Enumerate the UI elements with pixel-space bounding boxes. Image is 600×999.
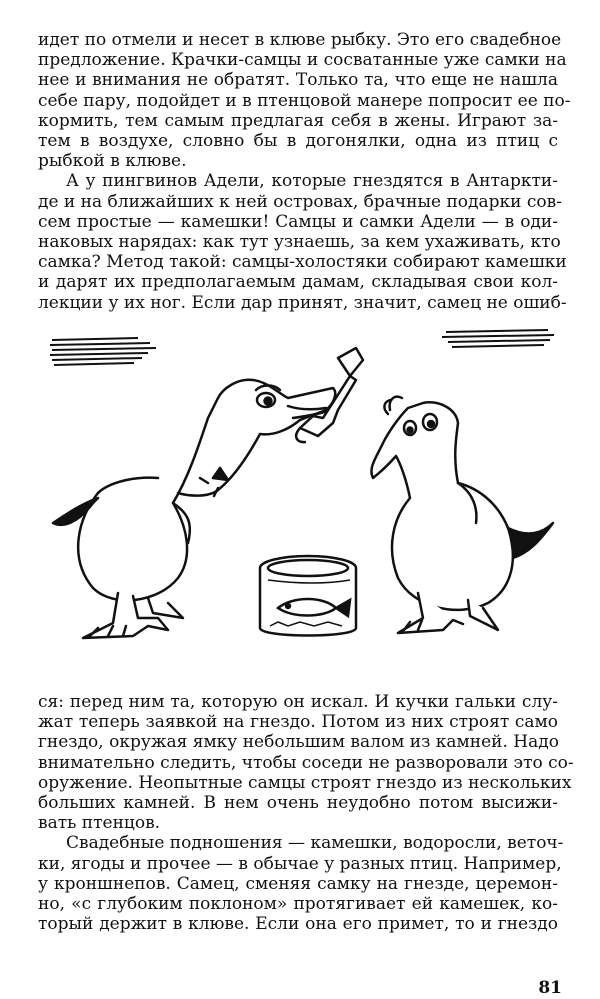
penguins-drawing — [38, 318, 562, 678]
text-line: больших камней. В нем очень неудобно потом высижи- — [38, 793, 558, 814]
text-line: и дарят их предполагаемым дамам, складывая свои кол- — [38, 272, 558, 293]
text-line: оружение. Неопытные самцы строят гнездо из нескольких — [38, 772, 572, 793]
illustration-penguins — [38, 318, 562, 678]
penguin-female-icon — [371, 397, 553, 633]
text-line: вать птенцов. — [38, 813, 161, 834]
text-line: торый держит в клюве. Если она его примет, то и гнездо — [38, 914, 558, 935]
text-line: предложение. Крачки-самцы и сосватанные уже самки на — [38, 50, 567, 71]
text-line: де и на ближайших к ней островах, брачные подарки сов- — [38, 191, 562, 212]
text-line: наковых нарядах: как тут узнаешь, за кем ухаживать, кто — [38, 232, 561, 253]
speed-lines-icon — [50, 330, 554, 365]
text-line: Свадебные подношения — камешки, водоросли, веточ- — [66, 833, 564, 854]
text-line: самка? Метод такой: самцы-холостяки собирают камешки — [38, 252, 567, 273]
text-line: идет по отмели и несет в клюве рыбку. Это его свадебное — [38, 30, 562, 50]
text-line: жат теперь заявкой на гнездо. Потом из них строят само — [38, 712, 558, 733]
fish-can-icon — [260, 556, 356, 636]
text-block-bottom — [38, 692, 574, 935]
text-line: ся: перед ним та, которую он искал. И кучки гальки слу- — [38, 692, 558, 712]
text-line: А у пингвинов Адели, которые гнездятся в Антаркти- — [66, 171, 558, 192]
text-line: внимательно следить, чтобы соседи не разворовали это со- — [38, 752, 574, 773]
text-line: лекции у их ног. Если дар принят, значит, самец не ошиб- — [38, 292, 567, 313]
text-block-top — [38, 30, 571, 313]
text-line: тем в воздухе, словно бы в догонялки, одна из птиц с — [38, 131, 558, 152]
text-line: ки, ягоды и прочее — в обычае у разных птиц. Например, — [38, 853, 562, 874]
text-line: у кроншнепов. Самец, сменяя самку на гнезде, церемон- — [38, 873, 558, 894]
page-number: 81 — [538, 978, 562, 998]
text-line: но, «с глубоким поклоном» протягивает ей камешек, ко- — [38, 894, 558, 915]
text-line: кормить, тем самым предлагая себя в жены. Играют за- — [38, 110, 558, 131]
text-line: нее и внимания не обратят. Только та, что еще не нашла — [38, 70, 558, 91]
text-line: сем простые — камешки! Самцы и самки Адели — в оди- — [38, 211, 558, 232]
text-line: себе пару, подойдет и в птенцовой манере попросит ее по- — [38, 90, 571, 111]
text-line: гнездо, окружая ямку небольшим валом из камней. Надо — [38, 732, 559, 753]
text-line: рыбкой в клюве. — [38, 151, 187, 172]
